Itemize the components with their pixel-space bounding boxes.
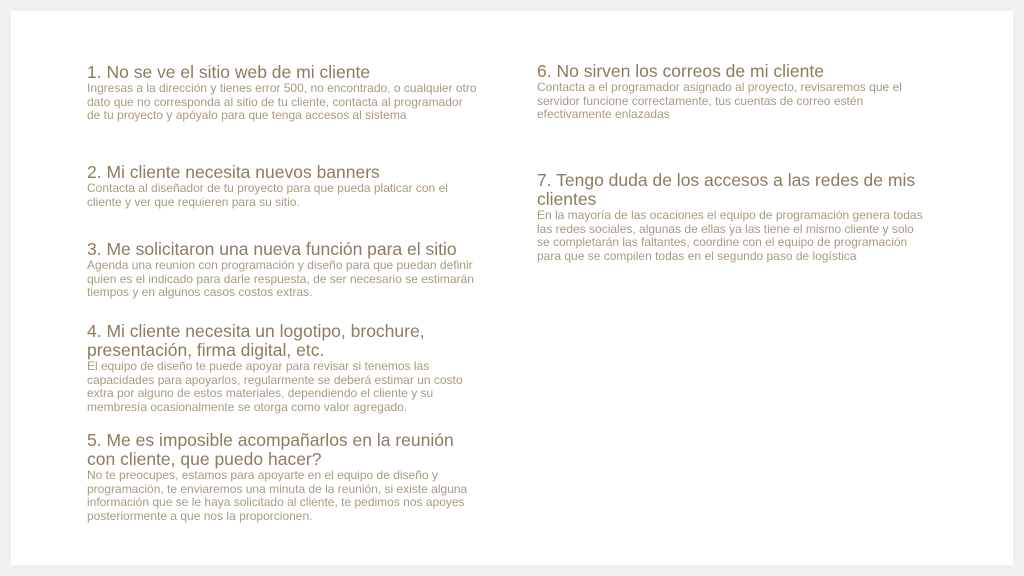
faq-item-title: 2. Mi cliente necesita nuevos banners [87,162,380,182]
faq-item-3 [87,240,477,300]
faq-item-title: 1. No se ve el sitio web de mi cliente [87,62,371,82]
faq-item-1 [87,63,477,123]
faq-item-title: 5. Me es imposible acompañarlos en la reunión con cliente, que puedo hacer? [87,430,454,469]
faq-item-5 [87,431,477,523]
faq-item-body: Contacta al diseñador de tu proyecto para que pueda platicar con el cliente y ver que requieren para su sitio. [87,181,448,209]
faq-item-2 [87,163,477,209]
faq-item-title: 3. Me solicitaron una nueva función para el sitio [87,239,457,259]
faq-item-title: 7. Tengo duda de los accesos a las redes de mis clientes [537,170,916,209]
faq-item-title: 6. No sirven los correos de mi cliente [537,61,824,81]
faq-item-body: Agenda una reunion con programación y diseño para que puedan definir quien es el indicado para darle respuesta, de ser necesario se estimarán tiempos y en algunos casos costos extras. [87,258,474,300]
faq-item-body: Contacta a el programador asignado al proyecto, revisaremos que el servidor funcione correctamente, tus cuentas de correo estén efectivamente enlazadas [537,80,902,122]
faq-item-7 [537,171,927,263]
faq-item-body: No te preocupes, estamos para apoyarte en el equipo de diseño y programación, te enviaremos una minuta de la reunión, si existe alguna información que se le haya solicitado al cliente, te pedimos nos apoyes posteriormente a que nos la proporcionen. [87,468,468,523]
slide [11,11,1013,565]
faq-item-body: Ingresas a la dirección y tienes error 500, no encontrado, o cualquier otro dato que no corresponda al sitio de tu cliente, contacta al programador de tu proyecto y apóyalo para que tenga accesos al sistema [87,81,477,123]
faq-item-body: El equipo de diseño te puede apoyar para revisar si tenemos las capacidades para apoyarlos, regularmente se deberá estimar un costo extra por alguno de estos materiales, dependiendo el cliente y su membresía ocasionalmente se otorga como valor agregado. [87,359,463,414]
faq-item-title: 4. Mi cliente necesita un logotipo, brochure, presentación, firma digital, etc. [87,321,425,360]
faq-item-6 [537,62,927,122]
faq-item-4 [87,322,477,414]
faq-item-body: En la mayoría de las ocaciones el equipo de programación genera todas las redes sociales, algunas de ellas ya las tiene el mismo cliente y solo se completarán las faltantes, coordine con el equipo de programación para que se compilen todas en el segundo paso de logística [537,208,923,263]
